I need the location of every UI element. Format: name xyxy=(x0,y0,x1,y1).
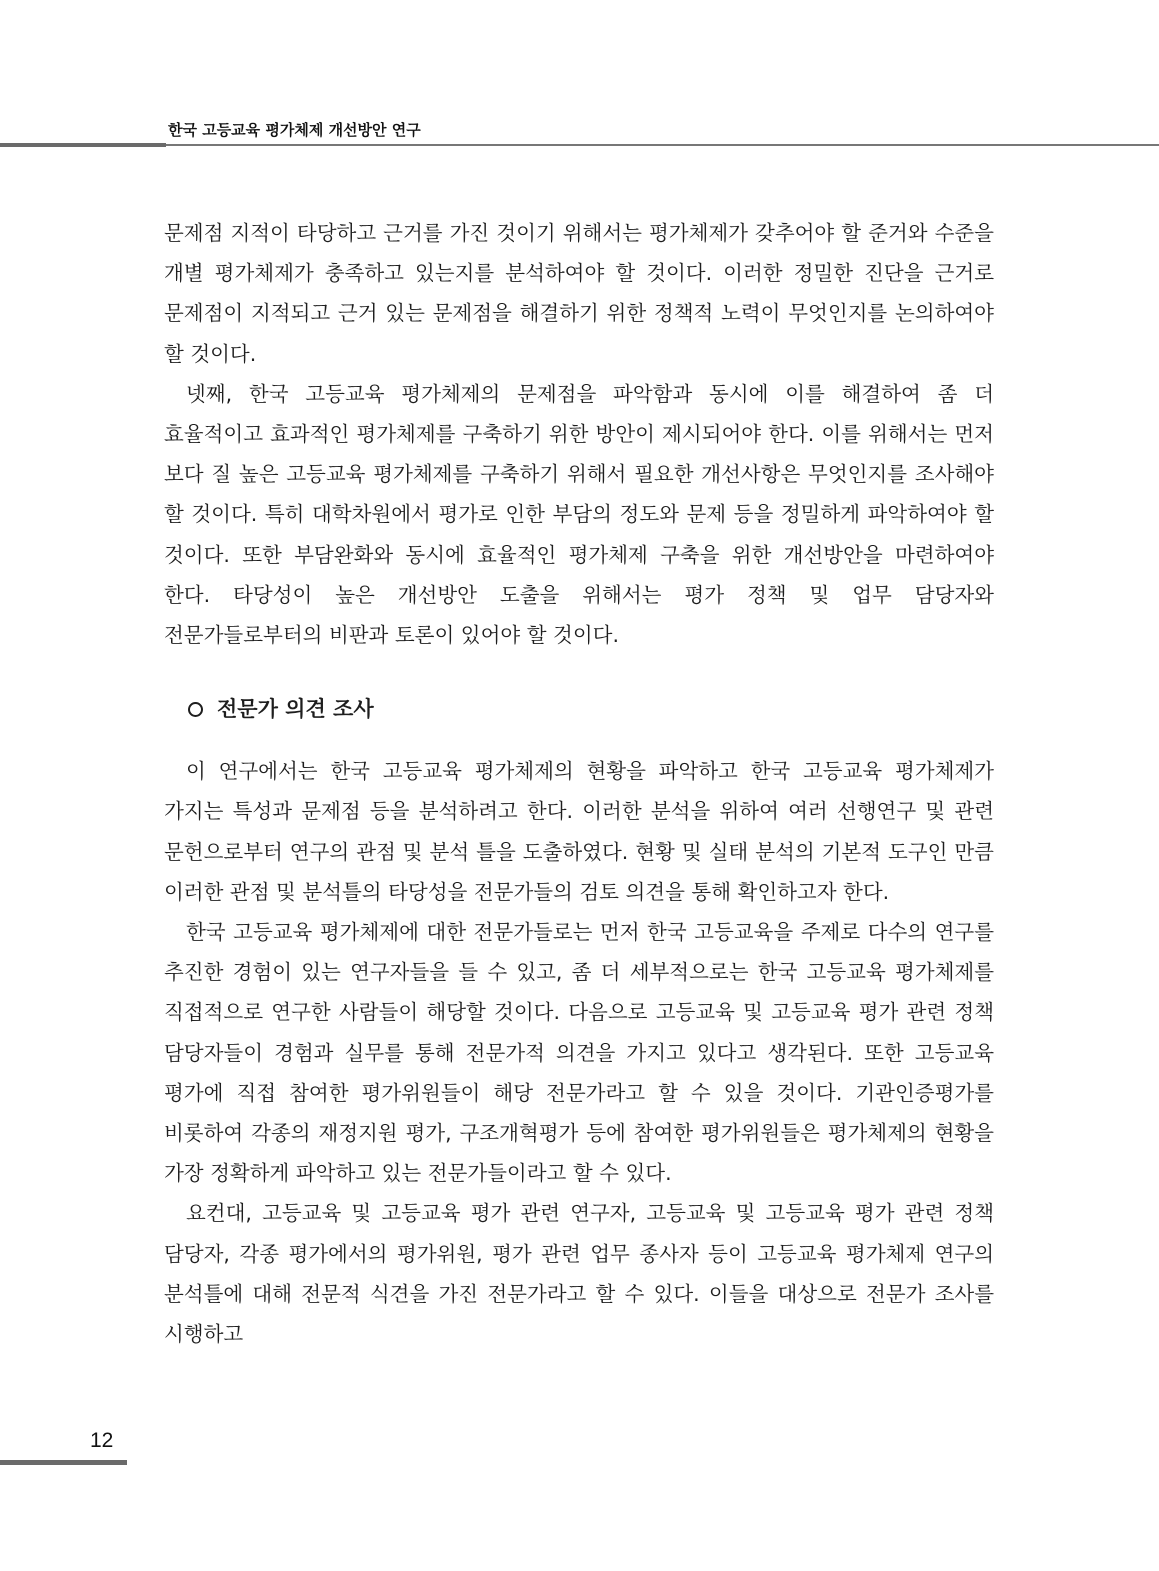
body-paragraph: 넷째, 한국 고등교육 평가체제의 문제점을 파악함과 동시에 이를 해결하여 좀 더 효율적이고 효과적인 평가체제를 구축하기 위한 방안이 제시되어야 한다. 이를 위해서는 먼저 보다 질 높은 고등교육 평가체제를 구축하기 위해서 필요한 개선사항은 무엇인지를 조사해야 할 것이다. 특히 대학차원에서 평가로 인한 부담의 정도와 문제 등을 정밀하게 파악하여야 할 것이다. 또한 부담완화와 동시에 효율적인 평가체제 구축을 위한 개선방안을 마련하여야 한다. 타당성이 높은 개선방안 도출을 위해서는 평가 정책 및 업무 담당자와 전문가들로부터의 비판과 토론이 있어야 할 것이다. xyxy=(164,381,994,648)
footer-divider xyxy=(0,1460,127,1465)
header-divider xyxy=(0,144,1159,146)
running-header-title: 한국 고등교육 평가체제 개선방안 연구 xyxy=(168,121,421,139)
body-paragraph: 문제점 지적이 타당하고 근거를 가진 것이기 위해서는 평가체제가 갖추어야 할 준거와 수준을 개별 평가체제가 충족하고 있는지를 분석하여야 할 것이다. 이러한 정밀한 진단을 근거로 문제점이 지적되고 근거 있는 문제점을 해결하기 위한 정책적 노력이 무엇인지를 논의하여야 할 것이다. xyxy=(164,221,994,366)
section-heading-text: 전문가 의견 조사 xyxy=(217,697,374,722)
circle-bullet-icon xyxy=(188,702,203,717)
body-paragraph: 이 연구에서는 한국 고등교육 평가체제의 현황을 파악하고 한국 고등교육 평가체제가 가지는 특성과 문제점 등을 분석하려고 한다. 이러한 분석을 위하여 여러 선행연구 및 관련 문헌으로부터 연구의 관점 및 분석 틀을 도출하였다. 현황 및 실태 분석의 기본적 도구인 만큼 이러한 관점 및 분석틀의 타당성을 전문가들의 검토 의견을 통해 확인하고자 한다. xyxy=(164,759,994,904)
header-divider-accent xyxy=(0,143,166,147)
body-paragraph: 한국 고등교육 평가체제에 대한 전문가들로는 먼저 한국 고등교육을 주제로 다수의 연구를 추진한 경험이 있는 연구자들을 들 수 있고, 좀 더 세부적으로는 한국 고등교육 평가체제를 직접적으로 연구한 사람들이 해당할 것이다. 다음으로 고등교육 및 고등교육 평가 관련 정책 담당자들이 경험과 실무를 통해 전문가적 의견을 가지고 있다고 생각된다. 또한 고등교육 평가에 직접 참여한 평가위원들이 해당 전문가라고 할 수 있을 것이다. 기관인증평가를 비롯하여 각종의 재정지원 평가, 구조개혁평가 등에 참여한 평가위원들은 평가체제의 현황을 가장 정확하게 파악하고 있는 전문가들이라고 할 수 있다. xyxy=(164,920,994,1186)
page-number: 12 xyxy=(90,1429,114,1452)
section-heading xyxy=(164,689,994,729)
body-paragraph: 요컨대, 고등교육 및 고등교육 평가 관련 연구자, 고등교육 및 고등교육 평가 관련 정책 담당자, 각종 평가에서의 평가위원, 평가 관련 업무 종사자 등이 고등교육 평가체제 연구의 분석틀에 대해 전문적 식견을 가진 전문가라고 할 수 있다. 이들을 대상으로 전문가 조사를 시행하고 xyxy=(164,1201,994,1347)
page-body xyxy=(164,213,994,1354)
